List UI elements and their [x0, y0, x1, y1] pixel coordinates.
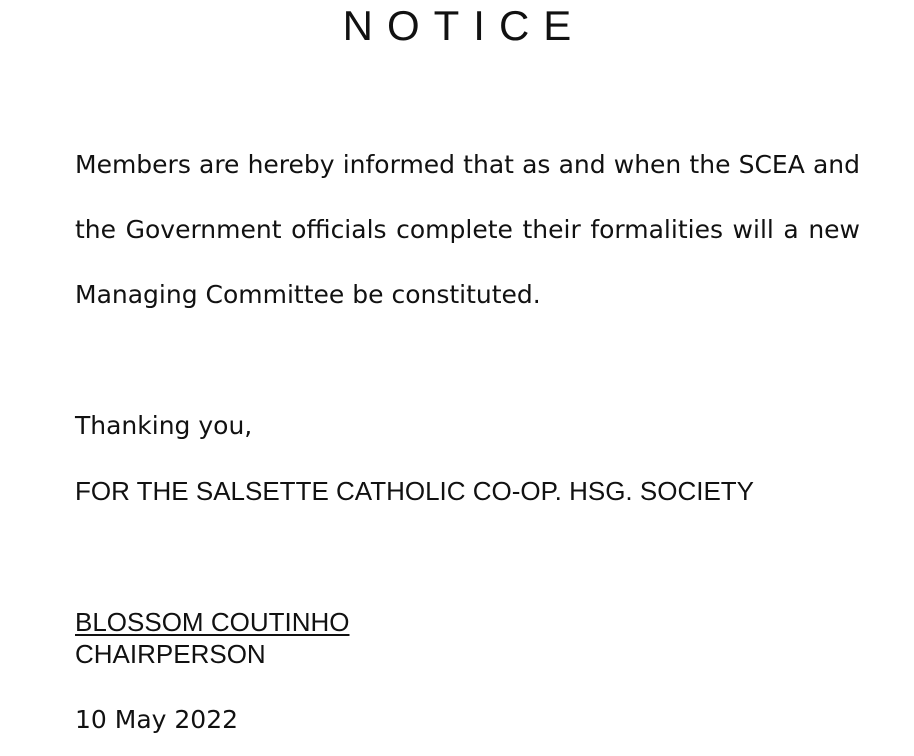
notice-title: NOTICE	[342, 2, 586, 49]
notice-body: Members are hereby informed that as and when the SCEA and the Government officials complete their formalities will a new Managing Committee be constituted.	[75, 150, 860, 309]
signatory-name: BLOSSOM COUTINHO	[75, 607, 350, 637]
signatory-role: CHAIRPERSON	[75, 639, 266, 669]
closing-text: Thanking you,	[75, 411, 253, 440]
signature-block	[75, 606, 349, 670]
society-line: FOR THE SALSETTE CATHOLIC CO-OP. HSG. SOCIETY	[75, 476, 755, 506]
notice-date: 10 May 2022	[75, 705, 239, 734]
